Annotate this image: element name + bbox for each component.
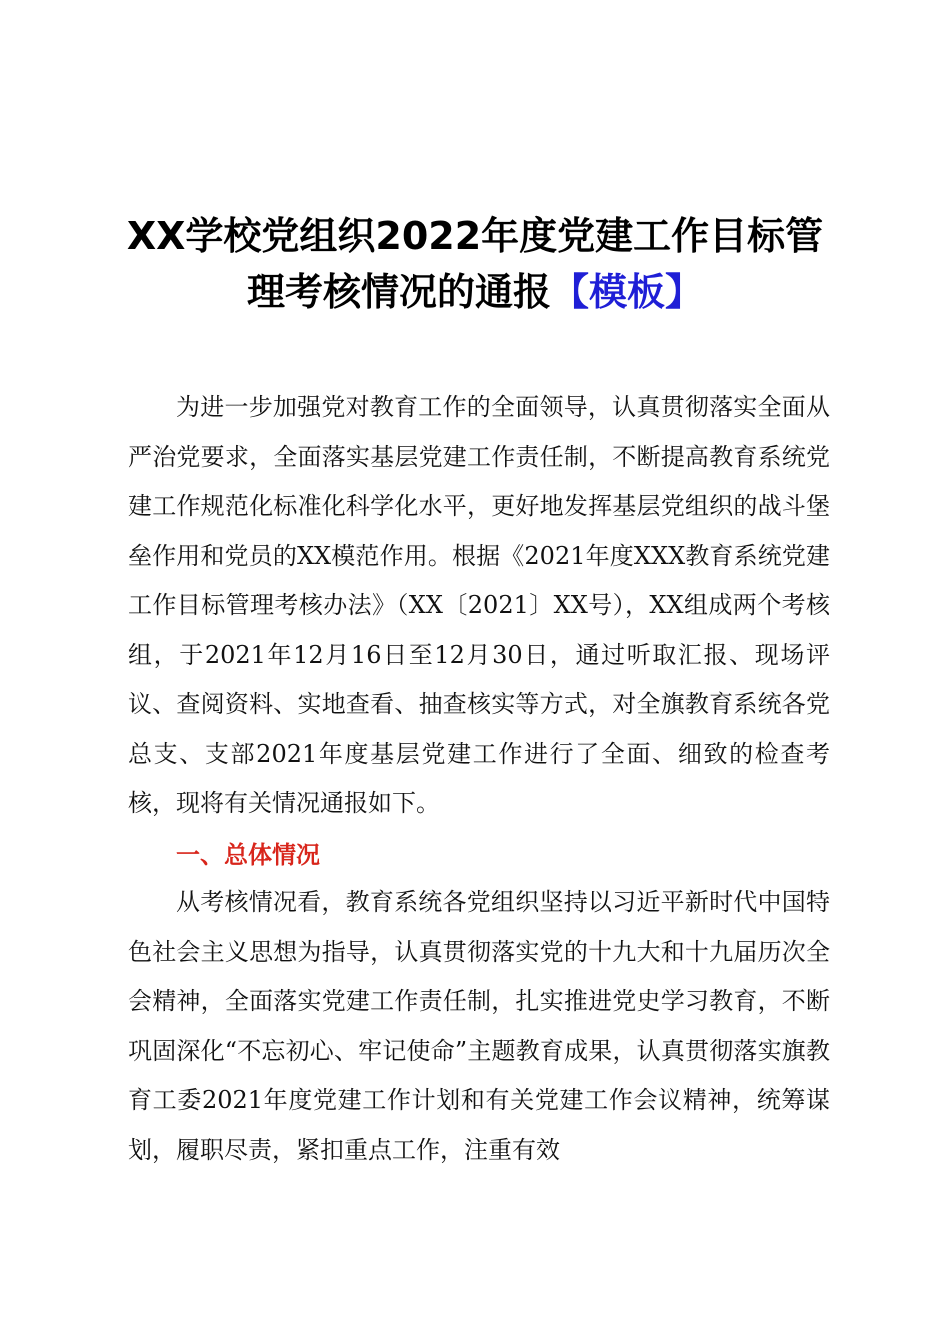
title-line-1: XX学校党组织2022年度党建工作目标管 — [126, 214, 824, 258]
section-1-paragraph: 从考核情况看，教育系统各党组织坚持以习近平新时代中国特色社会主义思想为指导，认真贯彻落实党的十九大和十九届历次全会精神，全面落实党建工作责任制，扎实推进党史学习教育，不断巩固深化“不忘初心、牢记使命”主题教育成果，认真贯彻落实旗教育工委2021年度党建工作计划和有关党建工作会议精神，统筹谋划，履职尽责，紧扣重点工作，注重有效 — [128, 888, 830, 1164]
intro-paragraph: 为进一步加强党对教育工作的全面领导，认真贯彻落实全面从严治党要求，全面落实基层党建工作责任制，不断提高教育系统党建工作规范化标准化科学化水平，更好地发挥基层党组织的战斗堡垒作用和党员的XX模范作用。根据《2021年度XXX教育系统党建工作目标管理考核办法》（XX〔2021〕XX号），XX组成两个考核组，于2021年12月16日至12月30日，通过听取汇报、现场评议、查阅资料、实地查看、抽查核实等方式，对全旗教育系统各党总支、支部2021年度基层党建工作进行了全面、细致的检查考核，现将有关情况通报如下。 — [128, 393, 830, 817]
section-1-heading: 一、总体情况 — [176, 841, 320, 869]
title-line-2 — [110, 264, 840, 320]
title-line-2-text: 理考核情况的通报 — [246, 270, 551, 314]
document-title — [110, 208, 840, 320]
template-tag: 【模板】 — [551, 270, 704, 314]
